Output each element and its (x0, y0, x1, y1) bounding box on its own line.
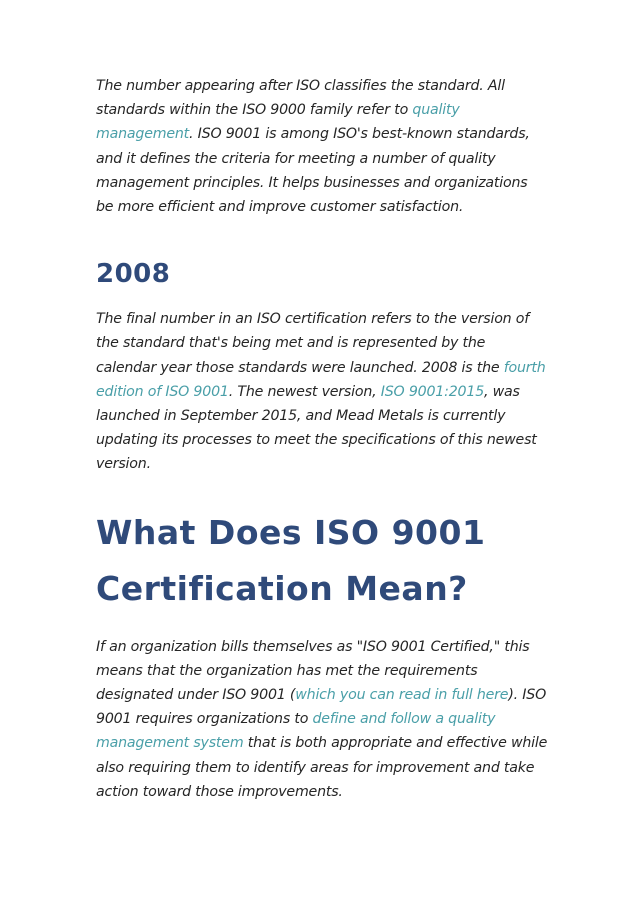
version-text-c: , was launched in September 2015, and Mead Metals is currently updating its processes to meet the specifications of this newest version. (96, 383, 537, 473)
quality-management-system-link[interactable]: define and follow a quality management system (96, 711, 496, 752)
intro-text-a: The number appearing after ISO classifies the standard. All standards within the ISO 9000 family refer to (96, 78, 505, 119)
meaning-text-c: that is both appropriate and effective while also requiring them to identify areas for improvement and take action toward those improvements. (96, 735, 548, 800)
version-text-b: . The newest version, (228, 383, 381, 400)
iso-9001-2015-link[interactable]: ISO 9001:2015 (380, 383, 485, 400)
heading-2008: 2008 (96, 259, 171, 290)
fourth-edition-link[interactable]: fourth edition of ISO 9001 (96, 359, 546, 400)
version-paragraph (96, 307, 548, 476)
quality-management-link[interactable]: quality management (96, 102, 460, 143)
meaning-paragraph (96, 635, 548, 804)
meaning-text-a: If an organization bills themselves as "ISO 9001 Certified," this means that the organization has met the requirements designated under ISO 9001 ( (96, 638, 530, 704)
version-text-a: The final number in an ISO certification refers to the version of the standard that's being met and is represented by the calendar year those standards were launched. 2008 is the (96, 311, 530, 376)
read-in-full-link[interactable]: which you can read in full here (295, 687, 509, 704)
heading-certification-meaning: What Does ISO 9001 Certification Mean? (96, 512, 486, 608)
document-page (96, 74, 548, 804)
intro-paragraph (96, 74, 548, 219)
meaning-text-b: ). ISO 9001 requires organizations to (96, 687, 547, 728)
intro-text-b: . ISO 9001 is among ISO's best-known standards, and it defines the criteria for meeting a number of quality management principles. It helps businesses and organizations be more efficient and improve customer satisfaction. (96, 126, 530, 216)
